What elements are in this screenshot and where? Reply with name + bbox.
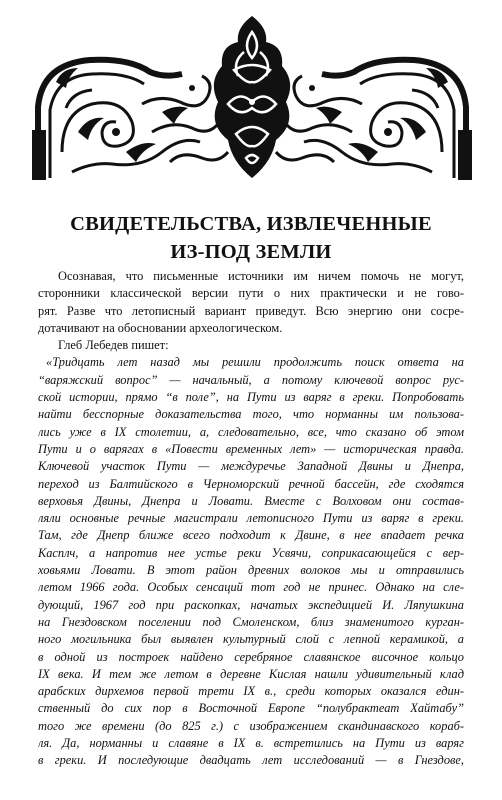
- quote-line: ховьями Ловати. В этот район древних волоков мы и отправились: [38, 563, 464, 578]
- quote-line: ляли основные речные магистрали летописного Пути из варяг в греки.: [38, 511, 464, 526]
- ornamental-headpiece-icon: [32, 12, 472, 180]
- quote-line: Ключевой участок Пути — междуречье Западной Двины и Днепра,: [38, 459, 464, 474]
- quote-line: того же времени (до 825 г.) с изображением скандинавского кораб-: [38, 718, 464, 733]
- quote-line: лись уже в IX столетии, а, следовательно, все, что сказано об этом: [38, 424, 464, 439]
- quote-line: переход из Балтийского в Черноморский речной бассейн, где сходятся: [38, 476, 464, 491]
- quote-line: “варяжский вопрос” — начальный, а потому ключевой вопрос рус-: [38, 372, 464, 387]
- quote-line: ля. Да, норманны и славяне в IX в. встретились на Пути из варяг: [38, 736, 464, 751]
- quote-line: Касплч, а напротив нее устье реки Усвячи, соприкасающейся с вер-: [38, 545, 464, 560]
- chapter-title-line: ИЗ-ПОД ЗЕМЛИ: [170, 241, 332, 263]
- quote-line: ской истории, прямо “в поле”, на Пути из варяг в греки. Попробовать: [38, 390, 464, 405]
- quote-line: на Гнездовском поселении под Смоленском, близ знаменитого курган-: [38, 614, 464, 629]
- chapter-title-line: СВИДЕТЕЛЬСТВА, ИЗВЛЕЧЕННЫЕ: [70, 213, 432, 235]
- intro-line: рят. Разве что летописный вариант приведут. Всю энергию они сосре-: [38, 303, 464, 318]
- quote-line: найти бесспорные доказательства того, что норманны им пользова-: [38, 407, 464, 422]
- quote-line: «Тридцать лет назад мы решили продолжить поиск ответа на: [46, 355, 464, 370]
- intro-line: дотачивают на обосновании археологическом.: [38, 320, 283, 335]
- quote-line: IX века. И тем же летом в деревне Кислая нашли удивительный клад: [38, 666, 464, 681]
- chapter-title: [30, 210, 472, 266]
- intro-line: сторонники классической версии пути о них практически и не гово-: [38, 286, 464, 301]
- intro-line: Осознавая, что письменные источники им ничем помочь не могут,: [58, 269, 464, 283]
- quote-line: в греки. И последующие двадцать лет исследований — в Гнездове,: [38, 753, 464, 768]
- quote-line: летом 1966 года. Особых сенсаций тот год не принес. Однако на сле-: [38, 580, 464, 595]
- quote-line: арабских дирхемов первой трети IX в., среди которых оказался един-: [38, 684, 464, 699]
- quote-line: ного могильника был выявлен культурный слой с лепной керамикой, а: [38, 632, 464, 647]
- chapter-body: [38, 268, 464, 770]
- attribution-line: Глеб Лебедев пишет:: [58, 338, 169, 353]
- quote-line: Там, где Днепр ближе всего подходит к Двине, в нее впадает речка: [38, 528, 464, 543]
- quote-line: Пути и о варягах в «Повести временных лет» — историческая правда.: [38, 441, 464, 456]
- quote-line: ственный до сих пор в Восточной Европе “полубрактеат Хайтабу”: [38, 701, 464, 716]
- quote-line: верховья Двины, Днепра и Ловати. Вместе с Волховом они состав-: [38, 493, 464, 508]
- quote-line: дующий, 1967 год при раскопках, начатых экспедицией И. Ляпушкина: [38, 597, 464, 612]
- quote-line: в одной из построек найдено серебряное славянское височное кольцо: [38, 649, 464, 664]
